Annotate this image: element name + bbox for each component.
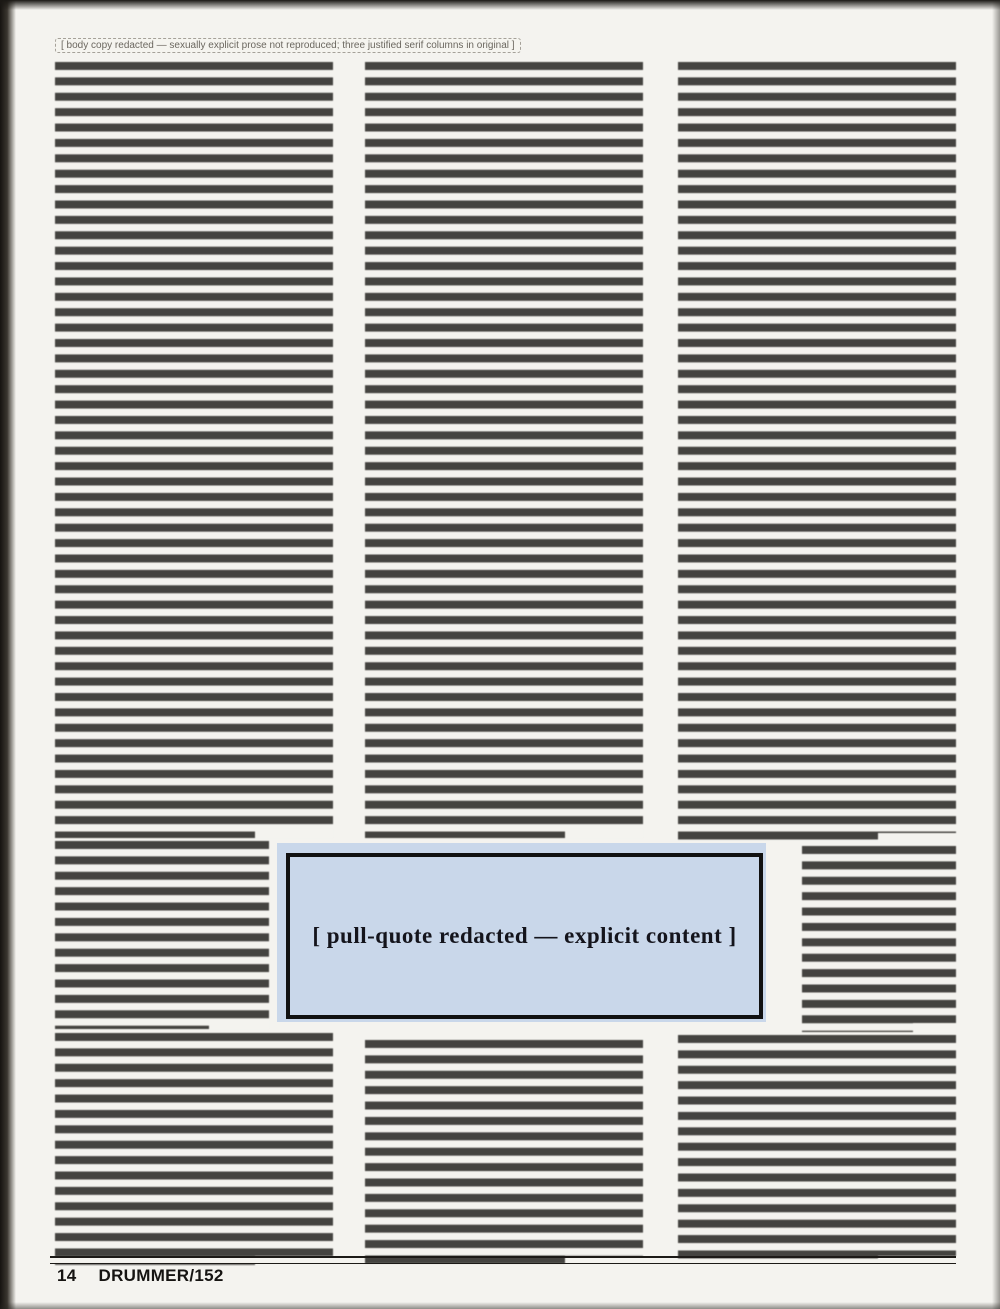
column-2-text-redacted	[365, 62, 643, 838]
pull-quote-border-box	[286, 853, 763, 1019]
column-3-text-lower-redacted	[678, 1035, 956, 1265]
column-1-text-redacted	[55, 62, 333, 838]
scan-edge-left	[0, 0, 16, 1309]
column-3-text-wrap-redacted	[802, 846, 956, 1032]
pull-quote-panel	[277, 843, 766, 1022]
footer	[57, 1266, 224, 1286]
scan-edge-right	[992, 0, 1000, 1309]
page-number: 14	[57, 1266, 77, 1285]
column-2-text-lower-redacted	[365, 1040, 643, 1265]
magazine-title: DRUMMER/152	[98, 1266, 224, 1285]
column-3-text-redacted	[678, 62, 956, 842]
column-1-text-lower-redacted	[55, 1033, 333, 1265]
column-1-text-wrap-redacted	[55, 841, 269, 1029]
pull-quote-text: [ pull-quote redacted — explicit content ]	[312, 922, 737, 948]
redaction-note: [ body copy redacted — sexually explicit prose not reproduced; three justified serif columns in original ]	[55, 38, 521, 53]
scan-edge-top	[0, 0, 1000, 10]
scan-edge-bottom	[0, 1302, 1000, 1309]
footer-rule	[50, 1256, 956, 1264]
